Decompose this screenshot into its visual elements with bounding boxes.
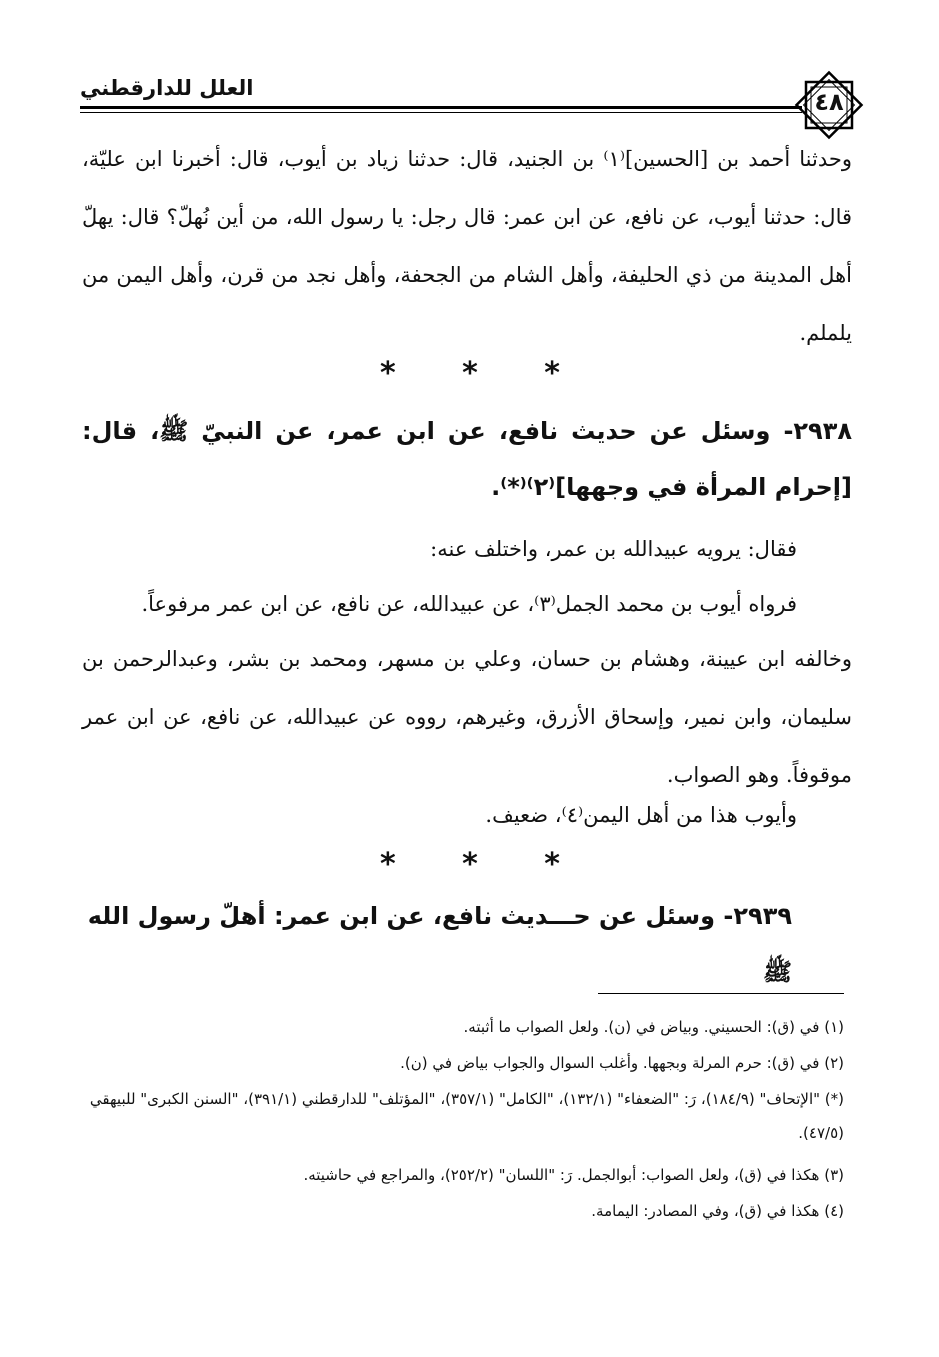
- footnote-1: (١) في (ق): الحسيني. وبياض في (ن). ولعل الصواب ما أثبته.: [463, 1018, 844, 1036]
- separator-star: *: [380, 847, 396, 882]
- running-header-title: العلل للدارقطني: [80, 76, 254, 100]
- question-2938-heading: ٢٩٣٨- وسئل عن حديث نافع، عن ابن عمر، عن النبيّ ﷺ، قال: [إحرام المرأة في وجهها]⁽٢⁾⁽*⁾.: [82, 417, 852, 501]
- footnote-2: (٢) في (ق): حرم المرلة وبجهها. وأغلب السوال والجواب بياض في (ن).: [400, 1054, 844, 1072]
- separator-star: *: [544, 847, 560, 882]
- section-separator: [380, 356, 560, 391]
- footnote-4: (٤) هكذا في (ق)، وفي المصادر: اليمامة.: [591, 1202, 844, 1220]
- answer-narrator-note: وأيوب هذا من أهل اليمن⁽٤⁾، ضعيف.: [485, 803, 797, 827]
- page-number: ٤٨: [814, 88, 844, 116]
- header-rule-thick: [80, 106, 802, 109]
- question-2939-heading: ٢٩٣٩- وسئل عن حـــديث نافع، عن ابن عمر: أهلّ رسول الله ﷺ: [87, 902, 792, 986]
- header-rule-thin: [80, 112, 802, 113]
- separator-star: *: [462, 847, 478, 882]
- body-paragraph-hadith: وحدثنا أحمد بن [الحسين]⁽١⁾ بن الجنيد، قال: حدثنا زياد بن أيوب، قال: أخبرنا ابن عليّة، قال: حدثنا أيوب، عن نافع، عن ابن عمر: قال رجل: يا رسول الله، من أين نُهلّ؟ قال: يهلّ أهل المدينة من ذي الحليفة، وأهل الشام من الجحفة، وأهل نجد من قرن، وأهل اليمن من يلملم.: [82, 147, 853, 345]
- separator-star: *: [380, 356, 396, 391]
- separator-star: *: [462, 356, 478, 391]
- footnote-star: (*) "الإتحاف" (١٨٤/٩)، رَ: "الضعفاء" (١٣٢/١)، "الكامل" (٣٥٧/١)، "المؤتلف" للدارقطني (٣٩١/١)، "السنن الكبرى" للبيهقي (٤٧/٥).: [89, 1090, 844, 1142]
- footnote-3: (٣) هكذا في (ق)، ولعل الصواب: أبوالجمل. رَ: "اللسان" (٢٥٢/٢)، والمراجع في حاشيته.: [303, 1166, 844, 1184]
- answer-narration-mawquf: وخالفه ابن عيينة، وهشام بن حسان، وعلي بن مسهر، ومحمد بن بشر، وعبدالرحمن بن سليمان، وابن نمير، وإسحاق الأزرق، وغيرهم، رووه عن عبيدالله، عن نافع، عن ابن عمر موقوفاً. وهو الصواب.: [82, 647, 852, 787]
- answer-narration-marfu: فرواه أيوب بن محمد الجمل⁽٣⁾، عن عبيدالله، عن نافع، عن ابن عمر مرفوعاً.: [141, 592, 797, 616]
- footnote-separator: [598, 993, 844, 994]
- section-separator: [380, 847, 560, 882]
- separator-star: *: [544, 356, 560, 391]
- answer-intro: فقال: يرويه عبيدالله بن عمر، واختلف عنه:: [430, 537, 797, 561]
